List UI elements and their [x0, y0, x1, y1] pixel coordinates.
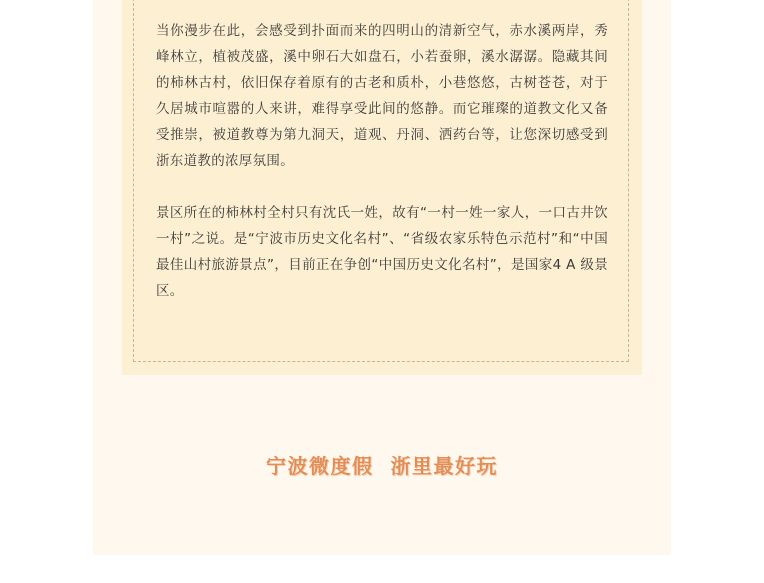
article-paragraph-2: 景区所在的柿林村全村只有沈氏一姓，故有“一村一姓一家人，一口古井饮一村”之说。是“宁波市历史文化名村”、“省级农家乐特色示范村”和“中国最佳山村旅游景点”，目前正在争创“中国历史文化名村”，是国家4 A 级景区。 — [156, 205, 608, 299]
article-card — [122, 0, 642, 375]
article-paragraph-1: 当你漫步在此，会感受到扑面而来的四明山的清新空气，赤水溪两岸，秀峰林立，植被茂盛，溪中卵石大如盘石，小若蚕卵，溪水潺潺。隐藏其间的柿林古村，依旧保存着原有的古老和质朴，小巷悠悠，古树苍苍，对于久居城市喧嚣的人来讲，难得享受此间的悠静。而它璀璨的道教文化又备受推崇，被道教尊为第九洞天，道观、丹洞、洒药台等，让您深切感受到浙东道教的浓厚氛围。 — [156, 23, 608, 169]
dashed-border-frame — [133, 0, 629, 362]
page-background — [93, 0, 671, 555]
slogan-heading: 宁波微度假 浙里最好玩 — [266, 454, 498, 478]
